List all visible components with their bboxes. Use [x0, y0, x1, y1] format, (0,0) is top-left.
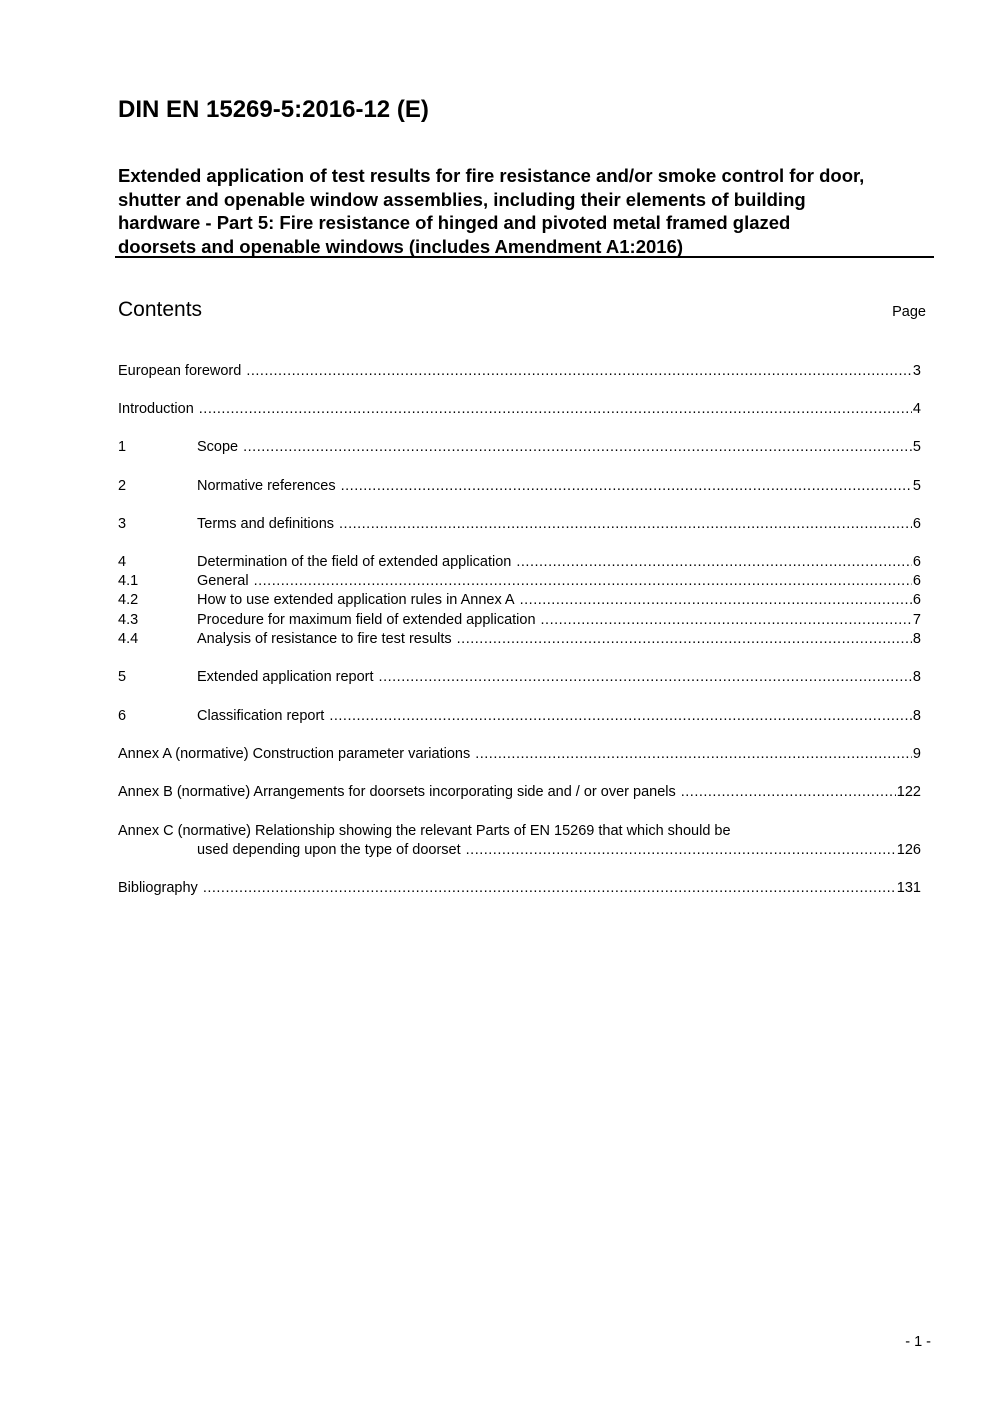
toc-entry-title: Terms and definitions	[197, 516, 335, 532]
toc-entry-title: Determination of the field of extended application	[197, 554, 512, 570]
toc-entry-page: 131	[896, 880, 921, 896]
toc-entry-bibliography[interactable]	[118, 878, 921, 898]
toc-leader-dots	[254, 571, 912, 591]
toc-leader-dots	[329, 706, 912, 726]
toc-entry-title: Procedure for maximum field of extended application	[197, 612, 536, 628]
toc-leader-dots	[379, 667, 912, 687]
toc-entry-title: How to use extended application rules in Annex A	[197, 592, 515, 608]
toc-entry-scope[interactable]	[118, 437, 921, 457]
toc-entry-page: 6	[912, 592, 921, 608]
toc-entry-page: 3	[912, 363, 921, 379]
toc-leader-dots	[457, 629, 912, 649]
toc-entry-number: 6	[118, 708, 127, 724]
toc-entry-title: Scope	[197, 439, 239, 455]
toc-entry-page: 8	[912, 708, 921, 724]
toc-entry-page: 6	[912, 573, 921, 589]
toc-leader-dots	[339, 514, 912, 534]
toc-entry-page: 8	[912, 631, 921, 647]
toc-leader-dots	[475, 744, 912, 764]
toc-entry-annex-a[interactable]	[118, 744, 921, 764]
toc-entry-procedure-maximum-field[interactable]	[118, 610, 921, 630]
toc-entry-page: 5	[912, 439, 921, 455]
toc-entry-title: used depending upon the type of doorset	[197, 842, 461, 858]
toc-entry-number: 4.3	[118, 612, 139, 628]
toc-leader-dots	[516, 552, 912, 572]
toc-entry-normative-references[interactable]	[118, 476, 921, 496]
toc-entry-page: 6	[912, 516, 921, 532]
toc-leader-dots	[199, 399, 912, 419]
toc-leader-dots	[203, 878, 896, 898]
toc-entry-page: 122	[896, 784, 921, 800]
toc-entry-how-to-use-rules[interactable]	[118, 590, 921, 610]
toc-leader-dots	[243, 437, 912, 457]
toc-entry-title: Bibliography	[118, 880, 198, 896]
title-divider	[115, 256, 934, 258]
toc-entry-number: 4.1	[118, 573, 139, 589]
toc-entry-field-of-extended-application[interactable]	[118, 552, 921, 572]
toc-entry-number: 3	[118, 516, 127, 532]
toc-entry-number: 4.4	[118, 631, 139, 647]
document-title-line: Extended application of test results for fire resistance and/or smoke control for door,	[118, 165, 865, 186]
toc-leader-dots	[466, 840, 896, 860]
toc-entry-number: 1	[118, 439, 127, 455]
toc-entry-introduction[interactable]	[118, 399, 921, 419]
toc-entry-title: Normative references	[197, 478, 336, 494]
page-column-label: Page	[892, 304, 926, 320]
toc-entry-annex-b[interactable]	[118, 782, 921, 802]
toc-entry-title: Classification report	[197, 708, 325, 724]
toc-entry-page: 9	[912, 746, 921, 762]
toc-entry-title: Annex B (normative) Arrangements for doorsets incorporating side and / or over panels	[118, 784, 676, 800]
toc-entry-european-foreword[interactable]	[118, 361, 921, 381]
toc-entry-page: 6	[912, 554, 921, 570]
toc-entry-annex-c[interactable]	[118, 840, 921, 860]
toc-entry-title: General	[197, 573, 249, 589]
toc-leader-dots	[520, 590, 912, 610]
toc-entry-page: 126	[896, 842, 921, 858]
toc-entry-analysis-of-resistance[interactable]	[118, 629, 921, 649]
toc-entry-page: 7	[912, 612, 921, 628]
document-identifier: DIN EN 15269-5:2016-12 (E)	[118, 96, 429, 123]
toc-entry-page: 5	[912, 478, 921, 494]
document-title-line: doorsets and openable windows (includes Amendment A1:2016)	[118, 235, 684, 257]
document-title	[118, 164, 938, 258]
toc-entry-page: 8	[912, 669, 921, 685]
toc-entry-number: 5	[118, 669, 127, 685]
toc-entry-number: 4.2	[118, 592, 139, 608]
toc-entry-title: European foreword	[118, 363, 242, 379]
toc-leader-dots	[246, 361, 912, 381]
toc-entry-title: Annex A (normative) Construction parameter variations	[118, 746, 471, 762]
document-title-line: shutter and openable window assemblies, including their elements of building	[118, 188, 806, 210]
toc-entry-title: Introduction	[118, 401, 194, 417]
toc-leader-dots	[341, 476, 912, 496]
contents-heading: Contents	[118, 298, 203, 321]
toc-entry-number: 2	[118, 478, 127, 494]
toc-entry-number: 4	[118, 554, 127, 570]
toc-entry-terms-and-definitions[interactable]	[118, 514, 921, 534]
toc-entry-classification-report[interactable]	[118, 706, 921, 726]
toc-entry-page: 4	[912, 401, 921, 417]
document-title-line: hardware - Part 5: Fire resistance of hinged and pivoted metal framed glazed	[118, 212, 791, 233]
toc-entry-title: Extended application report	[197, 669, 374, 685]
footer-page-number: - 1 -	[905, 1334, 931, 1350]
toc-entry-annex-c-title-line1[interactable]: Annex C (normative) Relationship showing the relevant Parts of EN 15269 that which should be	[118, 823, 731, 839]
toc-leader-dots	[541, 610, 912, 630]
toc-entry-general[interactable]	[118, 571, 921, 591]
toc-leader-dots	[681, 782, 896, 802]
toc-entry-extended-application-report[interactable]	[118, 667, 921, 687]
toc-entry-title: Analysis of resistance to fire test results	[197, 631, 452, 647]
